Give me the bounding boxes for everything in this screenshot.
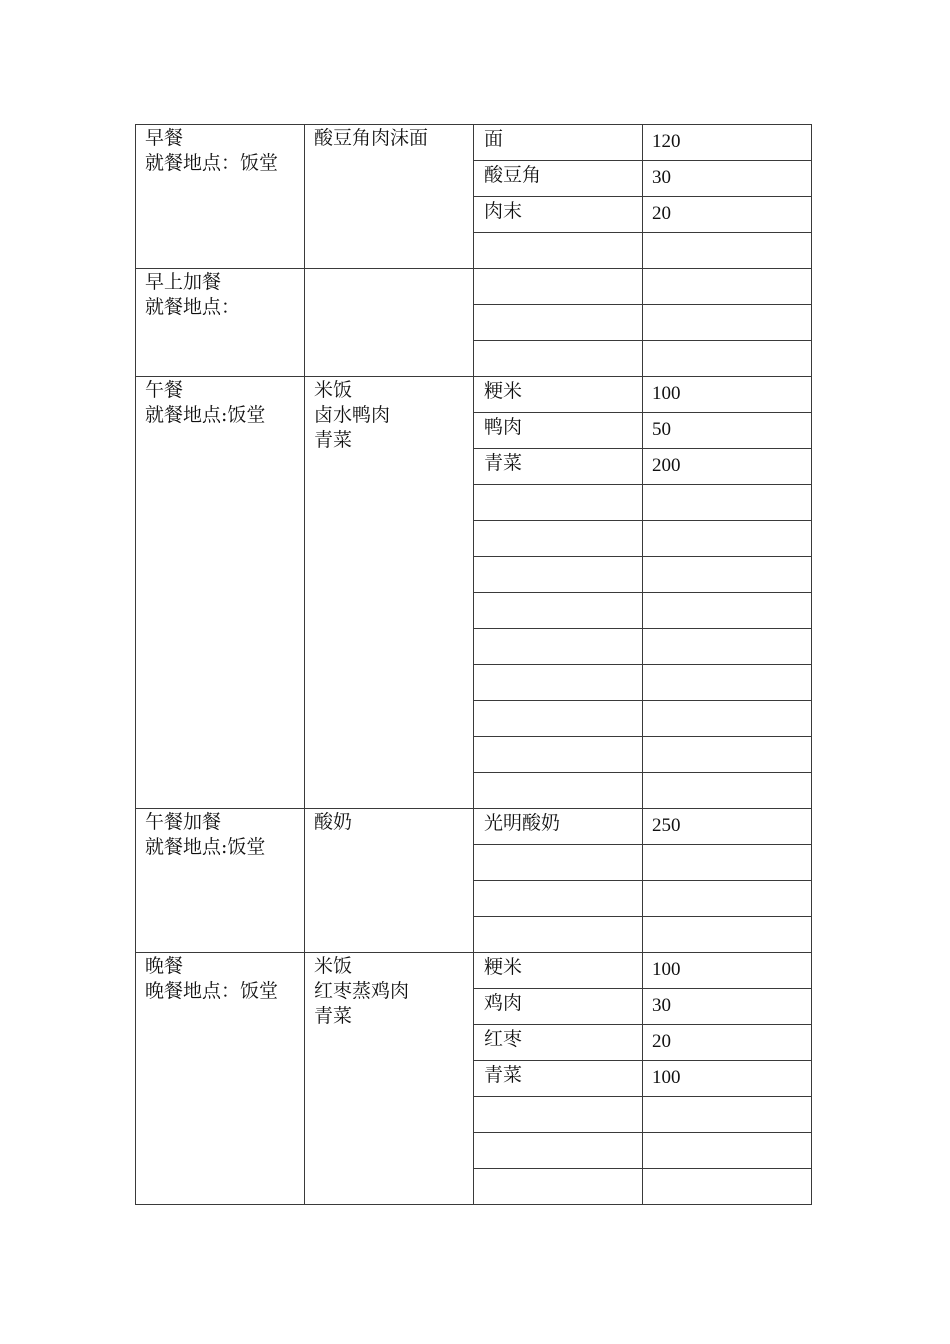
amount-cell	[643, 989, 812, 1025]
amount-cell	[643, 413, 812, 449]
ingredient-cell	[474, 341, 643, 377]
amount-cell	[643, 161, 812, 197]
amount-cell	[643, 125, 812, 161]
ingredient-amount	[643, 485, 811, 489]
ingredient-cell	[474, 1061, 643, 1097]
amount-cell	[643, 881, 812, 917]
ingredient-name	[474, 1169, 642, 1171]
amount-cell	[643, 701, 812, 737]
amount-cell	[643, 449, 812, 485]
ingredient-name	[474, 1133, 642, 1135]
ingredient-amount: 120	[652, 131, 681, 152]
ingredient-amount	[643, 629, 811, 633]
ingredient-amount: 20	[652, 1031, 671, 1052]
ingredient-name	[474, 557, 642, 559]
ingredient-name: 粳米	[484, 380, 523, 402]
meal-cell	[136, 269, 305, 377]
ingredient-name: 青菜	[484, 452, 523, 474]
ingredient-name	[474, 881, 642, 883]
ingredient-amount	[643, 1097, 811, 1101]
ingredient-amount	[643, 1133, 811, 1137]
dish-name: 米饭	[314, 955, 353, 977]
ingredient-name	[474, 737, 642, 739]
amount-cell	[643, 593, 812, 629]
ingredient-amount	[643, 845, 811, 849]
ingredient-amount	[643, 341, 811, 345]
dish-name: 青菜	[314, 429, 353, 451]
ingredient-name: 鸡肉	[484, 992, 523, 1014]
ingredient-amount: 30	[652, 995, 671, 1016]
meal-cell	[136, 953, 305, 1205]
ingredient-cell	[474, 593, 643, 629]
ingredient-cell	[474, 809, 643, 845]
ingredient-name: 酸豆角	[484, 164, 542, 186]
dish-name: 卤水鸭肉	[314, 404, 391, 426]
ingredient-name: 红枣	[484, 1028, 523, 1050]
meal-location: 就餐地点:饭堂	[145, 836, 266, 858]
amount-cell	[643, 773, 812, 809]
meal-row	[136, 125, 812, 161]
meal-location: 就餐地点：饭堂	[145, 152, 279, 174]
ingredient-cell	[474, 1169, 643, 1205]
ingredient-cell	[474, 269, 643, 305]
ingredient-amount: 50	[652, 419, 671, 440]
ingredient-name: 粳米	[484, 956, 523, 978]
ingredient-name	[474, 629, 642, 631]
meal-name: 晚餐	[145, 955, 184, 977]
ingredient-amount: 250	[652, 815, 681, 836]
meal-name: 午餐加餐	[145, 811, 222, 833]
ingredient-name	[474, 845, 642, 847]
ingredient-amount: 200	[652, 455, 681, 476]
ingredient-name: 肉末	[484, 200, 523, 222]
meal-info	[136, 377, 304, 428]
ingredient-name: 面	[484, 128, 504, 150]
meal-row	[136, 377, 812, 413]
ingredient-amount: 100	[652, 959, 681, 980]
dish-list	[305, 377, 473, 453]
amount-cell	[643, 845, 812, 881]
meal-cell	[136, 809, 305, 953]
meal-cell	[136, 377, 305, 809]
ingredient-amount: 30	[652, 167, 671, 188]
ingredient-cell	[474, 953, 643, 989]
meal-info	[136, 125, 304, 176]
dish-cell	[305, 269, 474, 377]
meal-row	[136, 809, 812, 845]
ingredient-cell	[474, 233, 643, 269]
ingredient-name: 青菜	[484, 1064, 523, 1086]
amount-cell	[643, 521, 812, 557]
amount-cell	[643, 233, 812, 269]
ingredient-name	[474, 269, 642, 271]
ingredient-name	[474, 665, 642, 667]
meal-row	[136, 953, 812, 989]
ingredient-cell	[474, 701, 643, 737]
ingredient-cell	[474, 845, 643, 881]
ingredient-amount: 20	[652, 203, 671, 224]
dish-cell	[305, 953, 474, 1205]
ingredient-cell	[474, 773, 643, 809]
dish-name: 青菜	[314, 1005, 353, 1027]
dish-cell	[305, 125, 474, 269]
dish-list	[305, 269, 473, 270]
ingredient-cell	[474, 737, 643, 773]
ingredient-name: 光明酸奶	[484, 812, 561, 834]
amount-cell	[643, 737, 812, 773]
amount-cell	[643, 557, 812, 593]
amount-cell	[643, 1169, 812, 1205]
ingredient-amount: 100	[652, 1067, 681, 1088]
ingredient-amount	[643, 233, 811, 237]
ingredient-name	[474, 917, 642, 919]
ingredient-amount	[643, 701, 811, 705]
amount-cell	[643, 665, 812, 701]
meal-info	[136, 269, 304, 320]
ingredient-name: 鸭肉	[484, 416, 523, 438]
ingredient-cell	[474, 485, 643, 521]
dish-name: 米饭	[314, 379, 353, 401]
ingredient-amount	[643, 917, 811, 921]
ingredient-cell	[474, 161, 643, 197]
dish-name: 酸奶	[314, 811, 353, 833]
dish-cell	[305, 809, 474, 953]
ingredient-cell	[474, 629, 643, 665]
ingredient-name	[474, 1097, 642, 1099]
ingredient-amount	[643, 665, 811, 669]
meal-plan-body	[136, 125, 812, 1205]
meal-location: 晚餐地点：饭堂	[145, 980, 279, 1002]
ingredient-cell	[474, 305, 643, 341]
ingredient-name	[474, 485, 642, 487]
ingredient-cell	[474, 665, 643, 701]
amount-cell	[643, 197, 812, 233]
meal-info	[136, 953, 304, 1004]
meal-location: 就餐地点:饭堂	[145, 404, 266, 426]
meal-name: 早餐	[145, 127, 184, 149]
ingredient-cell	[474, 1025, 643, 1061]
ingredient-cell	[474, 125, 643, 161]
amount-cell	[643, 1061, 812, 1097]
ingredient-cell	[474, 449, 643, 485]
ingredient-name	[474, 341, 642, 343]
ingredient-cell	[474, 1097, 643, 1133]
ingredient-cell	[474, 557, 643, 593]
ingredient-cell	[474, 917, 643, 953]
ingredient-cell	[474, 1133, 643, 1169]
ingredient-amount	[643, 737, 811, 741]
amount-cell	[643, 377, 812, 413]
meal-cell	[136, 125, 305, 269]
meal-name: 午餐	[145, 379, 184, 401]
ingredient-amount	[643, 773, 811, 777]
ingredient-name	[474, 593, 642, 595]
dish-name: 红枣蒸鸡肉	[314, 980, 410, 1002]
meal-info	[136, 809, 304, 860]
amount-cell	[643, 305, 812, 341]
amount-cell	[643, 1133, 812, 1169]
meal-name: 早上加餐	[145, 271, 222, 293]
ingredient-cell	[474, 881, 643, 917]
ingredient-cell	[474, 377, 643, 413]
ingredient-amount	[643, 521, 811, 525]
ingredient-amount	[643, 269, 811, 273]
amount-cell	[643, 953, 812, 989]
ingredient-cell	[474, 413, 643, 449]
ingredient-name	[474, 521, 642, 523]
meal-row	[136, 269, 812, 305]
ingredient-name	[474, 701, 642, 703]
ingredient-amount	[643, 593, 811, 597]
ingredient-name	[474, 305, 642, 307]
dish-list	[305, 953, 473, 1029]
ingredient-cell	[474, 197, 643, 233]
ingredient-name	[474, 773, 642, 775]
ingredient-amount	[643, 557, 811, 561]
dish-list	[305, 809, 473, 835]
ingredient-amount	[643, 1169, 811, 1173]
ingredient-amount	[643, 305, 811, 309]
amount-cell	[643, 485, 812, 521]
dish-cell	[305, 377, 474, 809]
ingredient-cell	[474, 989, 643, 1025]
amount-cell	[643, 629, 812, 665]
amount-cell	[643, 917, 812, 953]
amount-cell	[643, 1025, 812, 1061]
dish-name: 酸豆角肉沫面	[314, 127, 429, 149]
amount-cell	[643, 341, 812, 377]
amount-cell	[643, 809, 812, 845]
meal-location: 就餐地点：	[145, 296, 241, 318]
amount-cell	[643, 1097, 812, 1133]
meal-plan-table	[135, 124, 812, 1205]
ingredient-amount: 100	[652, 383, 681, 404]
amount-cell	[643, 269, 812, 305]
ingredient-name	[474, 233, 642, 235]
ingredient-amount	[643, 881, 811, 885]
ingredient-cell	[474, 521, 643, 557]
dish-list	[305, 125, 473, 151]
